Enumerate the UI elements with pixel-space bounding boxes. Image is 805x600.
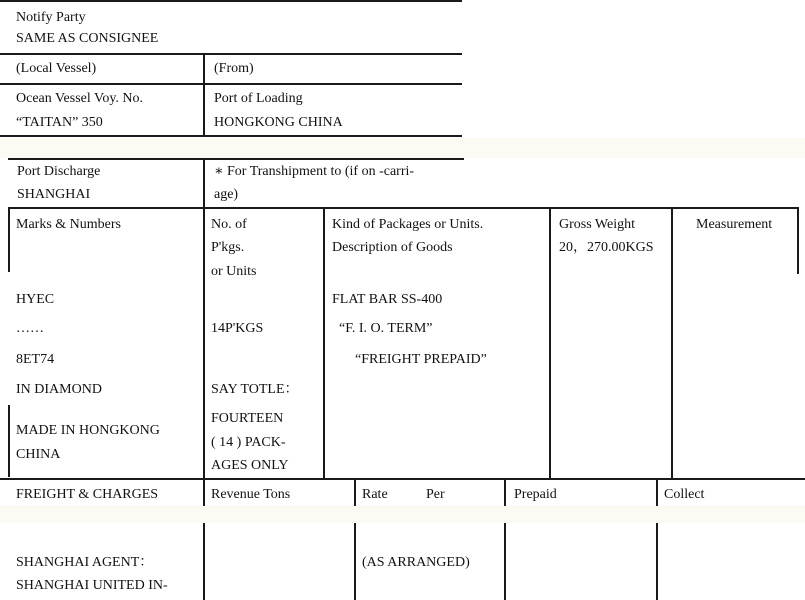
freight-charges-header: FREIGHT & CHARGES xyxy=(16,487,159,502)
ocean-vessel-label: Ocean Vessel Voy. No. xyxy=(16,91,144,106)
background-band xyxy=(0,505,805,523)
from-label: (From) xyxy=(214,61,254,76)
rule xyxy=(656,478,658,506)
rule xyxy=(0,0,462,2)
rule xyxy=(8,158,464,160)
pkgs-line: 14P'KGS xyxy=(211,321,264,336)
port-loading-label: Port of Loading xyxy=(214,91,303,106)
rule xyxy=(203,207,205,478)
rule xyxy=(656,523,658,600)
marks-line: IN DIAMOND xyxy=(16,382,102,397)
local-vessel-label: (Local Vessel) xyxy=(16,61,97,76)
notify-party-value: SAME AS CONSIGNEE xyxy=(16,31,159,46)
gross-weight-value: 20，270.00KGS xyxy=(559,240,654,255)
agent-line2: SHANGHAI UNITED IN- xyxy=(16,578,168,593)
rule xyxy=(323,207,325,478)
transhipment-line1: ∗ For Transhipment to (if on -carri- xyxy=(214,164,415,179)
marks-line: 8ET74 xyxy=(16,352,55,367)
measurement-header: Measurement xyxy=(696,217,773,232)
port-discharge-value: SHANGHAI xyxy=(17,187,91,202)
pkgs-header-line2: P'kgs. xyxy=(211,240,245,255)
rule xyxy=(549,207,551,478)
revenue-tons-header: Revenue Tons xyxy=(211,487,291,502)
rule xyxy=(8,207,798,209)
transhipment-line2: age) xyxy=(214,187,239,202)
agent-line1: SHANGHAI AGENT： xyxy=(16,555,154,570)
ocean-vessel-value: “TAITAN” 350 xyxy=(16,115,103,130)
as-arranged: (AS ARRANGED) xyxy=(362,555,470,570)
rule xyxy=(203,523,205,600)
port-discharge-label: Port Discharge xyxy=(17,164,101,179)
rate-header: Rate xyxy=(362,487,388,502)
rule xyxy=(504,523,506,600)
per-header: Per xyxy=(426,487,445,502)
kind-header-line2: Description of Goods xyxy=(332,240,453,255)
collect-header: Collect xyxy=(664,487,705,502)
rule xyxy=(0,478,805,480)
rule xyxy=(0,135,462,137)
goods-line: FLAT BAR SS-400 xyxy=(332,292,443,307)
goods-line: “F. I. O. TERM” xyxy=(339,321,433,336)
pkgs-line: AGES ONLY xyxy=(211,458,289,473)
kind-header-line1: Kind of Packages or Units. xyxy=(332,217,484,232)
goods-line: “FREIGHT PREPAID” xyxy=(355,352,487,367)
rule xyxy=(203,159,205,209)
rule xyxy=(354,478,356,506)
rule xyxy=(504,478,506,506)
pkgs-header-line3: or Units xyxy=(211,264,257,279)
marks-line: HYEC xyxy=(16,292,55,307)
marks-line: MADE IN HONGKONG xyxy=(16,423,160,438)
pkgs-header-line1: No. of xyxy=(211,217,247,232)
pkgs-line: FOURTEEN xyxy=(211,411,284,426)
marks-line: …… xyxy=(16,321,44,336)
marks-header: Marks & Numbers xyxy=(16,217,121,232)
port-loading-value: HONGKONG CHINA xyxy=(214,115,343,130)
pkgs-line: SAY TOTLE： xyxy=(211,382,299,397)
rule xyxy=(671,207,673,478)
marks-line: CHINA xyxy=(16,447,61,462)
rule xyxy=(0,53,462,55)
rule xyxy=(203,54,205,136)
notify-party-label: Notify Party xyxy=(16,10,86,25)
rule xyxy=(203,478,205,506)
background-band xyxy=(0,138,805,158)
gross-weight-header: Gross Weight xyxy=(559,217,636,232)
prepaid-header: Prepaid xyxy=(514,487,557,502)
pkgs-line: ( 14 ) PACK- xyxy=(211,435,286,450)
rule xyxy=(354,523,356,600)
rule xyxy=(8,405,10,477)
rule xyxy=(8,207,10,272)
rule xyxy=(0,83,462,85)
rule xyxy=(797,207,799,274)
